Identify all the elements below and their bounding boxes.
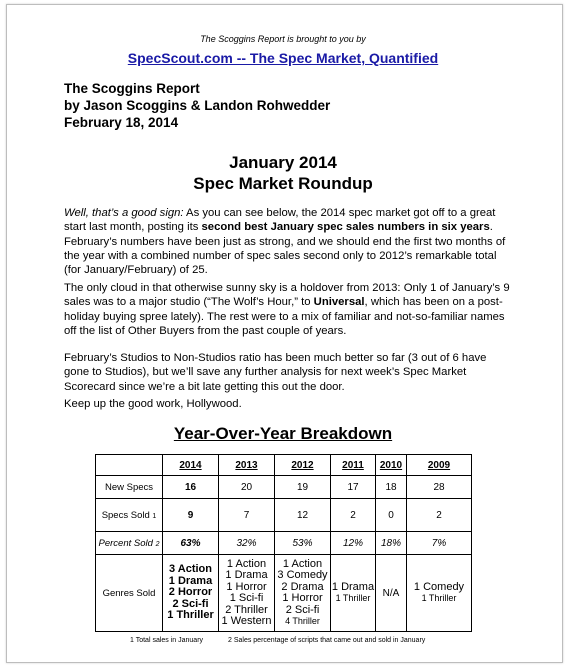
row-label: Genres Sold	[96, 555, 163, 632]
table-cell: 20	[219, 476, 275, 499]
intro-lead: Well, that’s a good sign:	[64, 207, 184, 219]
table-row-percent-sold	[96, 532, 472, 555]
table-cell: 63%	[163, 532, 219, 555]
year-header: 2010	[376, 455, 407, 476]
genre-entry: 1 Action	[282, 557, 323, 570]
genre-entry: 3 Comedy	[277, 569, 328, 581]
table-cell: 7	[219, 499, 275, 532]
table-cell	[163, 555, 219, 632]
table-cell	[219, 555, 275, 632]
genre-entry: 1 Horror	[226, 580, 267, 593]
table-cell: 18%	[376, 532, 407, 555]
genre-entry: 1 Drama	[331, 580, 375, 593]
genre-entry: 1 Comedy	[413, 580, 465, 593]
specscout-link[interactable]: SpecScout.com -- The Spec Market, Quantified	[127, 50, 439, 66]
genre-entry: 1 Thriller	[335, 593, 371, 603]
row-label-text: Specs Sold	[101, 509, 150, 521]
table-cell: 2	[407, 499, 472, 532]
footnote-2: 2 Sales percentage of scripts that came out and sold in January	[228, 637, 426, 644]
report-date: February 18, 2014	[64, 115, 179, 130]
paragraph-closing: Keep up the good work, Hollywood.	[64, 398, 242, 410]
studios-text-a: The only cloud in that otherwise sunny sky is a holdover from 2013: Only 1 of January’s 9 sales was to a major studio (“The Wolf’s Hour,” to	[64, 282, 510, 309]
row-label: New Specs	[96, 476, 163, 499]
genre-entry: 1 Sci-fi	[229, 592, 264, 604]
table-cell: 7%	[407, 532, 472, 555]
table-header-row	[96, 455, 472, 476]
table-cell	[331, 555, 376, 632]
genre-entry: 2 Drama	[281, 580, 324, 593]
genre-entry: 2 Horror	[168, 586, 213, 599]
sponsor-line: The Scoggins Report is brought to you by	[200, 34, 366, 44]
year-header: 2012	[275, 455, 331, 476]
table-cell: 53%	[275, 532, 331, 555]
footnote-mark: 2	[155, 540, 160, 548]
studios-text-b: , which has been on a post-holiday buying spree lately). The rest were to a mix of familiar and not-so-familiar names off the list of Other Buyers from the past couple of years.	[64, 296, 505, 337]
table-cell: 18	[376, 476, 407, 499]
genre-entry: 4 Thriller	[285, 616, 320, 626]
byline: by Jason Scoggins & Landon Rohwedder	[64, 98, 331, 113]
header-empty-cell	[96, 455, 163, 476]
genre-entry: 1 Thriller	[421, 593, 457, 603]
table-row-genres-sold	[96, 555, 472, 632]
intro-text-a: As you can see below, the 2014 spec market got off to a great start last month, posting its	[64, 207, 496, 234]
table-cell: 32%	[219, 532, 275, 555]
year-header: 2013	[219, 455, 275, 476]
row-label-text: Percent Sold	[98, 537, 153, 549]
year-header: 2009	[407, 455, 472, 476]
year-header: 2011	[331, 455, 376, 476]
paragraph-intro	[64, 206, 514, 277]
genre-entry: 1 Horror	[282, 592, 323, 604]
page-title-line1: January 2014	[229, 153, 337, 172]
table-cell	[407, 555, 472, 632]
intro-bold: second best January spec sales numbers in six years	[201, 221, 490, 234]
paragraph-studios	[64, 281, 514, 338]
studios-bold: Universal	[313, 296, 365, 309]
genre-entry: 1 Drama	[168, 574, 213, 587]
genre-entry: 1 Action	[226, 557, 267, 570]
table-cell: 12	[275, 499, 331, 532]
table-cell: 2	[331, 499, 376, 532]
genre-entry: 1 Thriller	[167, 609, 214, 622]
genre-entry: 2 Sci-fi	[172, 597, 209, 610]
table-cell: 12%	[331, 532, 376, 555]
table-cell: 9	[163, 499, 219, 532]
genre-entry: 1 Drama	[225, 569, 268, 581]
report-title: The Scoggins Report	[64, 81, 200, 96]
table-row-specs-sold	[96, 499, 472, 532]
genre-entry: 3 Action	[169, 563, 212, 576]
table-cell: 17	[331, 476, 376, 499]
table-cell: 0	[376, 499, 407, 532]
table-cell: 19	[275, 476, 331, 499]
table-cell: N/A	[376, 555, 407, 632]
footnote-1: 1 Total sales in January	[130, 637, 204, 644]
table-cell	[275, 555, 331, 632]
genre-entry: 2 Sci-fi	[285, 603, 320, 616]
genre-entry: 1 Western	[221, 615, 272, 627]
breakdown-title: Year-Over-Year Breakdown	[173, 424, 393, 443]
genre-entry: 2 Thriller	[225, 603, 268, 616]
table-cell: 28	[407, 476, 472, 499]
table-cell: 16	[163, 476, 219, 499]
row-label	[96, 499, 163, 532]
paragraph-february: February’s Studios to Non-Studios ratio has been much better so far (3 out of 6 have gone to Studios), but we’ll save any further analysis for next week’s Spec Market Scorecard since we’re a bit late getting this out the door.	[64, 352, 487, 393]
year-header: 2014	[163, 455, 219, 476]
table-row-new-specs	[96, 476, 472, 499]
page-title-line2: Spec Market Roundup	[193, 174, 373, 193]
intro-text-b: . February’s numbers have been just as strong, and we should end the first two months of the year with a combined number of spec sales second only to 2012’s remarkable total (for January/February) of 25.	[64, 221, 506, 277]
row-label	[96, 532, 163, 555]
footnote-mark: 1	[152, 512, 157, 520]
breakdown-table	[95, 454, 472, 632]
